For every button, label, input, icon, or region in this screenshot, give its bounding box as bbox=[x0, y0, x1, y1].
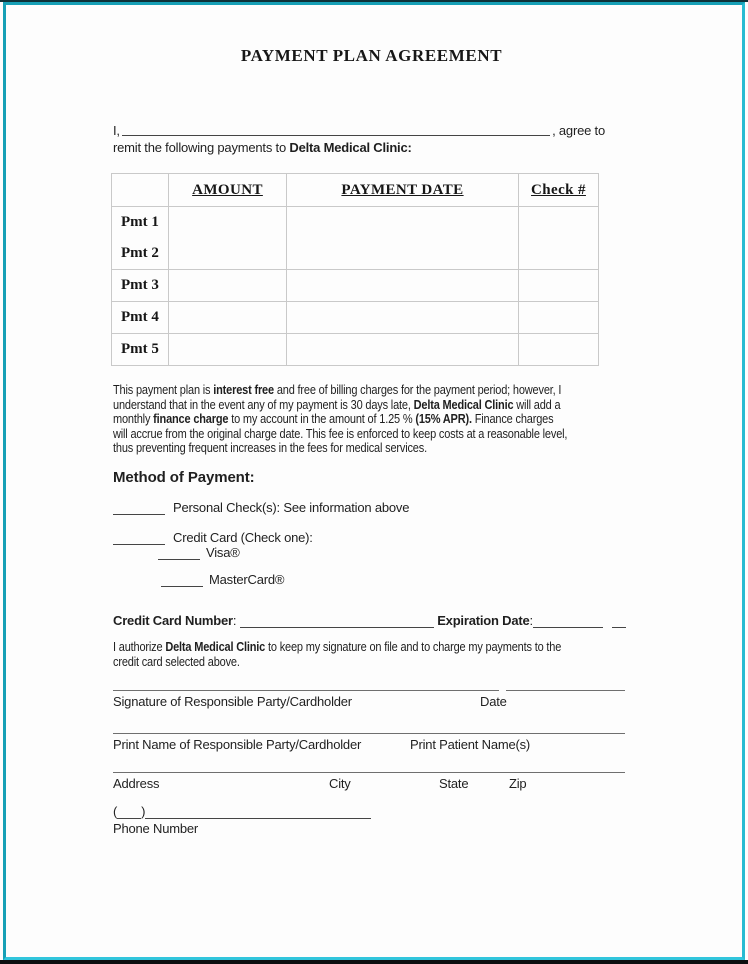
expiration-date-blank-line bbox=[533, 614, 603, 628]
phone-paren-close: ) bbox=[141, 804, 146, 820]
address-rule-row bbox=[113, 772, 625, 773]
row-label-pmt5: Pmt 5 bbox=[112, 334, 169, 366]
amount-cell bbox=[169, 207, 287, 239]
payment-date-cell bbox=[287, 334, 519, 366]
signature-rule-row bbox=[113, 690, 625, 691]
address-line bbox=[113, 772, 625, 773]
credit-card-number-line bbox=[113, 613, 630, 628]
document-title: PAYMENT PLAN AGREEMENT bbox=[240, 46, 503, 65]
credit-card-blank-line bbox=[113, 531, 165, 545]
table-row bbox=[112, 270, 599, 302]
name-blank-line bbox=[122, 122, 550, 136]
page-bottom-dark-edge bbox=[0, 960, 748, 964]
amount-cell bbox=[169, 334, 287, 366]
check-cell bbox=[519, 334, 599, 366]
phone-number-label: Phone Number bbox=[113, 821, 199, 837]
payment-date-cell bbox=[287, 302, 519, 334]
check-cell bbox=[519, 270, 599, 302]
intro-line-1 bbox=[113, 122, 605, 139]
phone-blank-line bbox=[145, 805, 371, 819]
visa-option bbox=[158, 546, 630, 560]
row-label-pmt3: Pmt 3 bbox=[112, 270, 169, 302]
credit-card-number-blank-line bbox=[240, 614, 434, 628]
intro-statement bbox=[113, 122, 630, 156]
colon: : bbox=[232, 612, 237, 628]
area-code-blank-line bbox=[117, 805, 141, 819]
amount-cell bbox=[169, 302, 287, 334]
row-label-pmt4: Pmt 4 bbox=[112, 302, 169, 334]
print-name-line bbox=[113, 733, 625, 734]
row-label-pmt2: Pmt 2 bbox=[112, 238, 169, 270]
terms-paragraph: This payment plan is interest free and free of billing charges for the payment period; however, I understand that in the event any of my payment is 30 days late, Delta Medical Clinic will add a monthly finance charge to my account in the amount of 1.25 % (15% APR). Finance charges will accrue from the original charge date. This fee is enforced to keep costs at a reasonable level, thus preventing frequent increases in the fees for medical services. bbox=[113, 382, 568, 456]
mastercard-option bbox=[161, 573, 630, 587]
document-content bbox=[113, 0, 630, 836]
personal-check-label: Personal Check(s): See information above bbox=[173, 499, 410, 515]
signature-line bbox=[113, 690, 499, 691]
print-name-label: Print Name of Responsible Party/Cardholder bbox=[113, 737, 362, 753]
payment-schedule-table bbox=[111, 173, 599, 366]
print-patient-label: Print Patient Name(s) bbox=[410, 737, 531, 753]
table-row bbox=[112, 238, 599, 270]
personal-check-blank-line bbox=[113, 501, 165, 515]
empty-header-cell bbox=[112, 174, 169, 207]
print-name-label-row bbox=[113, 737, 630, 751]
signature-label: Signature of Responsible Party/Cardholder bbox=[113, 694, 352, 710]
phone-paren-open: ( bbox=[113, 804, 118, 820]
credit-card-number-label: Credit Card Number bbox=[113, 612, 233, 628]
signature-label-row bbox=[113, 694, 630, 708]
personal-check-option bbox=[113, 501, 630, 515]
mastercard-label: MasterCard® bbox=[209, 571, 285, 587]
payment-date-cell bbox=[287, 270, 519, 302]
date-line bbox=[506, 690, 625, 691]
check-cell bbox=[519, 207, 599, 239]
intro-prefix: I, bbox=[113, 123, 120, 138]
expiration-date-label: Expiration Date bbox=[437, 612, 530, 628]
mastercard-blank-line bbox=[161, 573, 203, 587]
payment-date-header: PAYMENT DATE bbox=[287, 174, 519, 207]
authorization-paragraph: I authorize Delta Medical Clinic to keep my signature on file and to charge my payments to the credit card selected above. bbox=[113, 638, 562, 669]
table-row bbox=[112, 334, 599, 366]
phone-number-row bbox=[113, 805, 630, 819]
payment-date-cell bbox=[287, 238, 519, 270]
table-row bbox=[112, 207, 599, 239]
amount-header: AMOUNT bbox=[169, 174, 287, 207]
table-row bbox=[112, 302, 599, 334]
payment-date-cell bbox=[287, 207, 519, 239]
table-header-row bbox=[112, 174, 599, 207]
print-name-rule-row bbox=[113, 733, 625, 734]
date-label: Date bbox=[480, 694, 507, 710]
city-label: City bbox=[329, 776, 351, 792]
expiration-extra-blank-line bbox=[612, 614, 626, 628]
method-of-payment-heading: Method of Payment: bbox=[113, 468, 255, 486]
intro-line-2: remit the following payments to Delta Medical Clinic: bbox=[113, 140, 412, 155]
visa-label: Visa® bbox=[206, 544, 240, 560]
credit-card-option bbox=[113, 531, 630, 545]
zip-label: Zip bbox=[509, 776, 527, 792]
check-cell bbox=[519, 302, 599, 334]
visa-blank-line bbox=[158, 546, 200, 560]
check-number-header: Check # bbox=[519, 174, 599, 207]
address-label-row bbox=[113, 776, 630, 790]
row-label-pmt1: Pmt 1 bbox=[112, 207, 169, 239]
amount-cell bbox=[169, 238, 287, 270]
intro-suffix: , agree to bbox=[552, 123, 605, 138]
address-label: Address bbox=[113, 776, 160, 792]
amount-cell bbox=[169, 270, 287, 302]
credit-card-label: Credit Card (Check one): bbox=[173, 529, 313, 545]
check-cell bbox=[519, 238, 599, 270]
colon: : bbox=[529, 612, 533, 628]
state-label: State bbox=[439, 776, 469, 792]
